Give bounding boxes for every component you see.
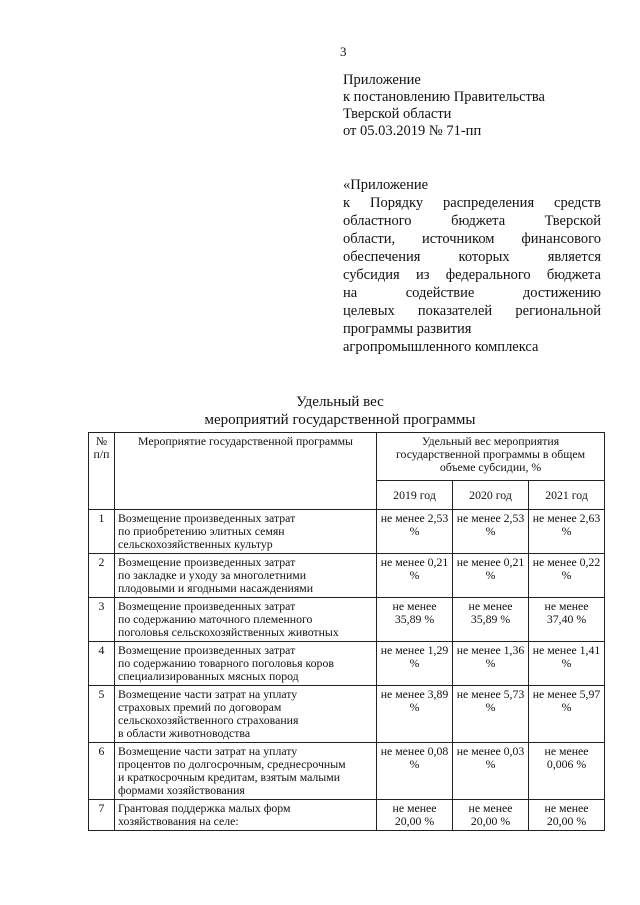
row-event: Грантовая поддержка малых форм хозяйствования на селе: xyxy=(115,800,377,831)
row-value-2019: не менее 35,89 % xyxy=(377,598,453,642)
row-value-2021: не менее 20,00 % xyxy=(529,800,605,831)
page-number: 3 xyxy=(340,44,347,59)
row-value-2021: не менее 37,40 % xyxy=(529,598,605,642)
annex-line: программы развития xyxy=(343,321,472,337)
table-row xyxy=(89,800,605,831)
row-event: Возмещение произведенных затрат по содержанию маточного племенного поголовья сельскохозяйственных животных xyxy=(115,598,377,642)
row-num: 7 xyxy=(89,800,115,831)
table-row xyxy=(89,642,605,686)
annex-line: к Порядку распределения средств xyxy=(343,195,601,211)
table-title-line1: Удельный вес xyxy=(296,394,384,410)
row-value-2021: не менее 0,22 % xyxy=(529,554,605,598)
row-value-2019: не менее 20,00 % xyxy=(377,800,453,831)
table-title-line2: мероприятий государственной программы xyxy=(204,412,476,428)
row-value-2019: не менее 1,29 % xyxy=(377,642,453,686)
approval-line: Приложение xyxy=(343,72,421,88)
row-value-2020: не менее 5,73 % xyxy=(453,686,529,743)
row-value-2020: не менее 0,03 % xyxy=(453,743,529,800)
annex-line: целевых показателей региональной xyxy=(343,303,601,319)
row-num: 6 xyxy=(89,743,115,800)
annex-line: «Приложение xyxy=(343,177,429,193)
row-value-2021: не менее 2,63 % xyxy=(529,510,605,554)
row-num: 4 xyxy=(89,642,115,686)
annex-line: обеспечения которых является xyxy=(343,249,601,265)
annex-line: субсидия из федерального бюджета xyxy=(343,267,601,283)
annex-line: областного бюджета Тверской xyxy=(343,213,601,229)
row-value-2019: не менее 0,21 % xyxy=(377,554,453,598)
table-row xyxy=(89,743,605,800)
approval-line: к постановлению Правительства xyxy=(343,89,545,105)
annex-block xyxy=(343,176,601,356)
approval-line: Тверской области xyxy=(343,106,452,122)
row-event: Возмещение произведенных затрат по содержанию товарного поголовья коров специализированных мясных пород xyxy=(115,642,377,686)
row-num: 1 xyxy=(89,510,115,554)
header-event: Мероприятие государственной программы xyxy=(115,433,377,510)
table-row xyxy=(89,554,605,598)
header-share: Удельный вес мероприятия государственной программы в общем объеме субсидии, % xyxy=(377,433,605,481)
row-num: 2 xyxy=(89,554,115,598)
row-value-2020: не менее 2,53 % xyxy=(453,510,529,554)
annex-line: агропромышленного комплекса xyxy=(343,339,539,355)
approval-block xyxy=(343,72,613,140)
table-title xyxy=(120,393,560,429)
row-num: 3 xyxy=(89,598,115,642)
row-event: Возмещение произведенных затрат по приобретению элитных семян сельскохозяйственных культур xyxy=(115,510,377,554)
row-value-2021: не менее 0,006 % xyxy=(529,743,605,800)
row-value-2021: не менее 1,41 % xyxy=(529,642,605,686)
row-event: Возмещение части затрат на уплату страховых премий по договорам сельскохозяйственного страхования в области животноводства xyxy=(115,686,377,743)
table-row xyxy=(89,598,605,642)
table-row xyxy=(89,686,605,743)
header-year-2021: 2021 год xyxy=(529,481,605,510)
approval-line: от 05.03.2019 № 71-пп xyxy=(343,123,482,139)
row-value-2019: не менее 3,89 % xyxy=(377,686,453,743)
row-event: Возмещение части затрат на уплату процентов по долгосрочным, среднесрочным и краткосрочным кредитам, взятым малыми формами хозяйствования xyxy=(115,743,377,800)
row-event: Возмещение произведенных затрат по закладке и уходу за многолетними плодовыми и ягодными насаждениями xyxy=(115,554,377,598)
row-value-2020: не менее 1,36 % xyxy=(453,642,529,686)
row-value-2019: не менее 2,53 % xyxy=(377,510,453,554)
row-value-2019: не менее 0,08 % xyxy=(377,743,453,800)
row-value-2020: не менее 35,89 % xyxy=(453,598,529,642)
annex-line: на содействие достижению xyxy=(343,285,601,301)
row-value-2020: не менее 20,00 % xyxy=(453,800,529,831)
annex-line: области, источником финансового xyxy=(343,231,601,247)
header-year-2019: 2019 год xyxy=(377,481,453,510)
header-num: № п/п xyxy=(89,433,115,510)
subsidy-share-table xyxy=(88,432,605,831)
row-value-2020: не менее 0,21 % xyxy=(453,554,529,598)
table-row xyxy=(89,510,605,554)
row-value-2021: не менее 5,97 % xyxy=(529,686,605,743)
header-year-2020: 2020 год xyxy=(453,481,529,510)
row-num: 5 xyxy=(89,686,115,743)
